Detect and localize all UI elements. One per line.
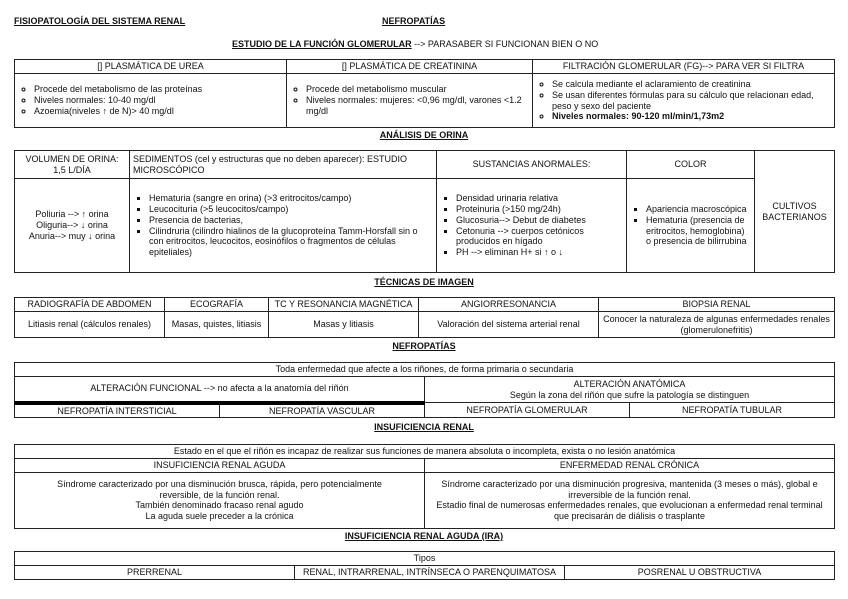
sustancias-item: ▪ Cetonuria --> cuerpos cetónicos producidos en hígado — [456, 226, 623, 248]
erc-text: Síndrome caracterizado por una disminución progresiva, mantenida (3 meses o más), global e irreversible de la función renal. — [441, 478, 818, 500]
tc-header: TC Y RESONANCIA MAGNÉTICA — [269, 298, 419, 312]
ira-description — [15, 472, 425, 528]
sustancias-item: ▪ Proteinuria (>150 mg/24h) — [456, 204, 623, 215]
ira-header: INSUFICIENCIA RENAL AGUDA — [15, 459, 425, 473]
erc-description — [425, 472, 835, 528]
ira-text: La aguda suele preceder a la crónica — [145, 511, 294, 522]
volumen-item: Poliuria --> ↑ orina — [35, 209, 109, 220]
section-title-ira: INSUFICIENCIA RENAL AGUDA (IRA) — [344, 531, 504, 541]
sustancias-item: ▪ Glucosuria--> Debut de diabetes — [456, 215, 623, 226]
urea-item: ◦ Azoemia(niveles ↑ de N)> 40 mg/dl — [34, 106, 283, 117]
ira-text: También denominado fracaso renal agudo — [135, 500, 304, 511]
cultivos-cell: CULTIVOS BACTERIANOS — [755, 151, 835, 273]
ecografia-value: Masas, quistes, litiasis — [165, 312, 269, 338]
section-title-nefropatias: NEFROPATÍAS — [392, 341, 456, 351]
glomerular-subtitle-bold: ESTUDIO DE LA FUNCIÓN GLOMERULAR — [232, 39, 412, 49]
section-title-imagen: TÉCNICAS DE IMAGEN — [374, 277, 474, 287]
document-title: FISIOPATOLOGÍA DEL SISTEMA RENAL — [14, 16, 186, 26]
nefropatia-type: NEFROPATÍA INTERSTICIAL — [15, 403, 220, 418]
volumen-header: VOLUMEN DE ORINA: 1,5 L/DÍA — [15, 151, 130, 179]
erc-header: ENFERMEDAD RENAL CRÓNICA — [425, 459, 835, 473]
color-item: ▪ Apariencia macroscópica — [646, 204, 751, 215]
fg-item: ◦ Niveles normales: 90-120 ml/min/1,73m2 — [552, 111, 831, 122]
color-cell — [627, 179, 755, 273]
radiografia-value: Litiasis renal (cálculos renales) — [15, 312, 165, 338]
alteracion-anatomica — [425, 377, 835, 403]
fg-item: ◦ Se calcula mediante el aclaramiento de creatinina — [552, 79, 831, 90]
sustancias-header: SUSTANCIAS ANORMALES: — [437, 151, 627, 179]
angiorresonancia-header: ANGIORRESONANCIA — [419, 298, 599, 312]
ecografia-header: ECOGRAFÍA — [165, 298, 269, 312]
creatinina-item: ◦ Procede del metabolismo muscular — [306, 84, 529, 95]
alteracion-anatomica-desc: Según la zona del riñón que sufre la patología se distinguen — [509, 389, 750, 400]
sedimentos-cell — [130, 179, 437, 273]
alteracion-funcional: ALTERACIÓN FUNCIONAL --> no afecta a la anatomía del riñón — [15, 377, 425, 403]
alteracion-anatomica-title: ALTERACIÓN ANATÓMICA — [573, 378, 686, 389]
glomerular-subtitle — [232, 39, 598, 50]
volumen-cell — [15, 179, 130, 273]
nefropatias-definition: Toda enfermedad que afecte a los riñones, de forma primaria o secundaria — [15, 363, 835, 377]
creatinina-header: [] PLASMÁTICA DE CREATININA — [287, 60, 533, 74]
biopsia-value: Conocer la naturaleza de algunas enfermedades renales (glomerulonefritis) — [599, 312, 835, 338]
nefropatia-type: NEFROPATÍA GLOMERULAR — [425, 403, 630, 418]
sedimentos-header: SEDIMENTOS (cel y estructuras que no deben aparecer): ESTUDIO MICROSCÓPICO — [130, 151, 437, 179]
urea-item: ◦ Niveles normales: 10-40 mg/dl — [34, 95, 283, 106]
urea-header: [] PLASMÁTICA DE UREA — [15, 60, 287, 74]
creatinina-item: ◦ Niveles normales: mujeres: <0,96 mg/dl, varones <1.2 mg/dl — [306, 95, 529, 117]
section-title-nefropatias-top: NEFROPATÍAS — [382, 16, 446, 26]
tipos-label: Tipos — [15, 552, 835, 566]
sedimentos-item: ▪ Leucocituria (>5 leucocitos/campo) — [149, 204, 433, 215]
color-item: ▪ Hematuria (presencia de eritrocitos, hemoglobina) o presencia de bilirrubina — [646, 215, 751, 247]
sustancias-cell — [437, 179, 627, 273]
sustancias-item: ▪ Densidad urinaria relativa — [456, 193, 623, 204]
erc-text: Estadio final de numerosas enfermedades renales, que evolucionan a enfermedad renal terminal que precisarán de diálisis o trasplante — [436, 500, 823, 522]
ira-type: PRERRENAL — [15, 565, 295, 579]
insuficiencia-definition: Estado en el que el riñón es incapaz de realizar sus funciones de manera absoluta o incompleta, exista o no lesión anatómica — [15, 445, 835, 459]
sedimentos-item: ▪ Presencia de bacterias, — [149, 215, 433, 226]
orina-table — [14, 150, 835, 273]
glomerular-table — [14, 59, 835, 128]
nefropatia-type: NEFROPATÍA VASCULAR — [220, 403, 425, 418]
biopsia-header: BIOPSIA RENAL — [599, 298, 835, 312]
section-title-orina: ANÁLISIS DE ORINA — [379, 130, 469, 140]
ira-type: POSRENAL U OBSTRUCTIVA — [565, 565, 835, 579]
angiorresonancia-value: Valoración del sistema arterial renal — [419, 312, 599, 338]
creatinina-cell — [287, 74, 533, 128]
sedimentos-item: ▪ Hematuria (sangre en orina) (>3 eritrocitos/campo) — [149, 193, 433, 204]
sustancias-item: ▪ PH --> eliminan H+ si ↑ o ↓ — [456, 247, 623, 258]
insuficiencia-table — [14, 444, 835, 529]
radiografia-header: RADIOGRAFÍA DE ABDOMEN — [15, 298, 165, 312]
sedimentos-item: ▪ Cilindruria (cilindro hialinos de la glucoproteína Tamm-Horsfall sin o con eritrocitos, leucocitos, eosinófilos o fragmentos de células epiteliales) — [149, 226, 433, 258]
nefropatias-table — [14, 362, 835, 418]
ira-types-table — [14, 551, 835, 580]
fg-cell — [533, 74, 835, 128]
fg-item: ◦ Se usan diferentes fórmulas para su cálculo que relacionan edad, peso y sexo del paciente — [552, 90, 831, 112]
nefropatia-type: NEFROPATÍA TUBULAR — [630, 403, 835, 418]
ira-text: Síndrome caracterizado por una disminución brusca, rápida, pero potencialmente reversible, de la función renal. — [57, 478, 382, 500]
volumen-item: Anuria--> muy ↓ orina — [28, 230, 116, 241]
section-title-insuficiencia: INSUFICIENCIA RENAL — [374, 422, 474, 432]
urea-cell — [15, 74, 287, 128]
fg-header: FILTRACIÓN GLOMERULAR (FG)--> PARA VER SI FILTRA — [533, 60, 835, 74]
volumen-item: Oliguria--> ↓ orina — [36, 220, 108, 231]
glomerular-subtitle-rest: --> PARASABER SI FUNCIONAN BIEN O NO — [411, 39, 599, 49]
tc-value: Masas y litiasis — [269, 312, 419, 338]
imagen-table — [14, 297, 835, 338]
urea-item: ◦ Procede del metabolismo de las proteínas — [34, 84, 283, 95]
ira-type: RENAL, INTRARRENAL, INTRÍNSECA O PARENQUIMATOSA — [295, 565, 565, 579]
color-header: COLOR — [627, 151, 755, 179]
